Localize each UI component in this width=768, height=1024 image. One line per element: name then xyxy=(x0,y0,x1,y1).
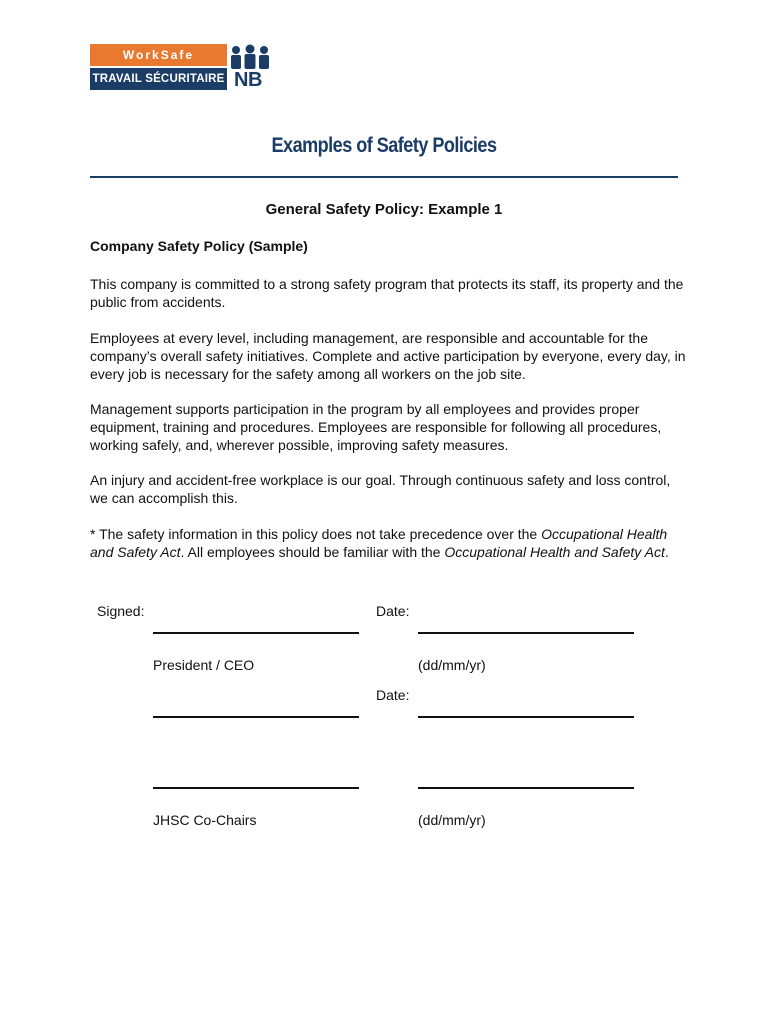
jhsc-signature-line-1[interactable] xyxy=(153,716,359,718)
logo-nb-text: NB xyxy=(234,69,262,91)
jhsc-date-line-1[interactable] xyxy=(418,716,634,718)
jhsc-signature-line-2[interactable] xyxy=(153,787,359,789)
paragraph-responsibility: Employees at every level, including management, are responsible and accountable for the company’s overall safety initiatives. Complete and active participation by everyone, every day, in every job is necessary for the safety among all workers on the job site. xyxy=(90,330,686,382)
ceo-signature-line[interactable] xyxy=(153,632,359,634)
note-text-1: * The safety information in this policy does not take precedence over the xyxy=(90,526,542,542)
banner-divider xyxy=(90,176,678,178)
paragraph-note xyxy=(90,525,690,561)
worksafe-nb-logo xyxy=(90,44,276,92)
jhsc-co-chairs-label: JHSC Co-Chairs xyxy=(153,812,257,828)
banner-title: Examples of Safety Policies xyxy=(271,134,497,157)
date-label: Date: xyxy=(376,603,410,619)
note-text-3: . xyxy=(664,544,669,560)
signed-label: Signed: xyxy=(97,603,145,619)
note-act-1: Occupational Health and Safety Act xyxy=(90,526,668,560)
note-act-2: Occupational Health and Safety Act xyxy=(444,544,665,560)
date-label-2: Date: xyxy=(376,687,410,703)
date-format-label: (dd/mm/yr) xyxy=(418,657,486,673)
policy-title: General Safety Policy: Example 1 xyxy=(265,201,503,218)
date-format-label-2: (dd/mm/yr) xyxy=(418,812,486,828)
logo-travail-text: TRAVAIL SÉCURITAIRE xyxy=(90,68,227,90)
paragraph-management: Management supports participation in the program by all employees and provides proper equipment, training and procedures. Employees are responsible for following all procedures, working safely, and, wherever possible, improving safety measures. xyxy=(90,401,662,453)
logo-worksafe-text: WorkSafe xyxy=(90,44,227,66)
jhsc-date-line-2[interactable] xyxy=(418,787,634,789)
paragraph-goal: An injury and accident-free workplace is our goal. Through continuous safety and loss control, we can accomplish this. xyxy=(90,472,671,506)
president-ceo-label: President / CEO xyxy=(153,657,255,673)
policy-subtitle: Company Safety Policy (Sample) xyxy=(90,238,308,254)
note-text-2: . All employees should be familiar with the xyxy=(180,544,445,560)
ceo-date-line[interactable] xyxy=(418,632,634,634)
paragraph-commitment: This company is committed to a strong safety program that protects its staff, its property and the public from accidents. xyxy=(90,276,684,310)
